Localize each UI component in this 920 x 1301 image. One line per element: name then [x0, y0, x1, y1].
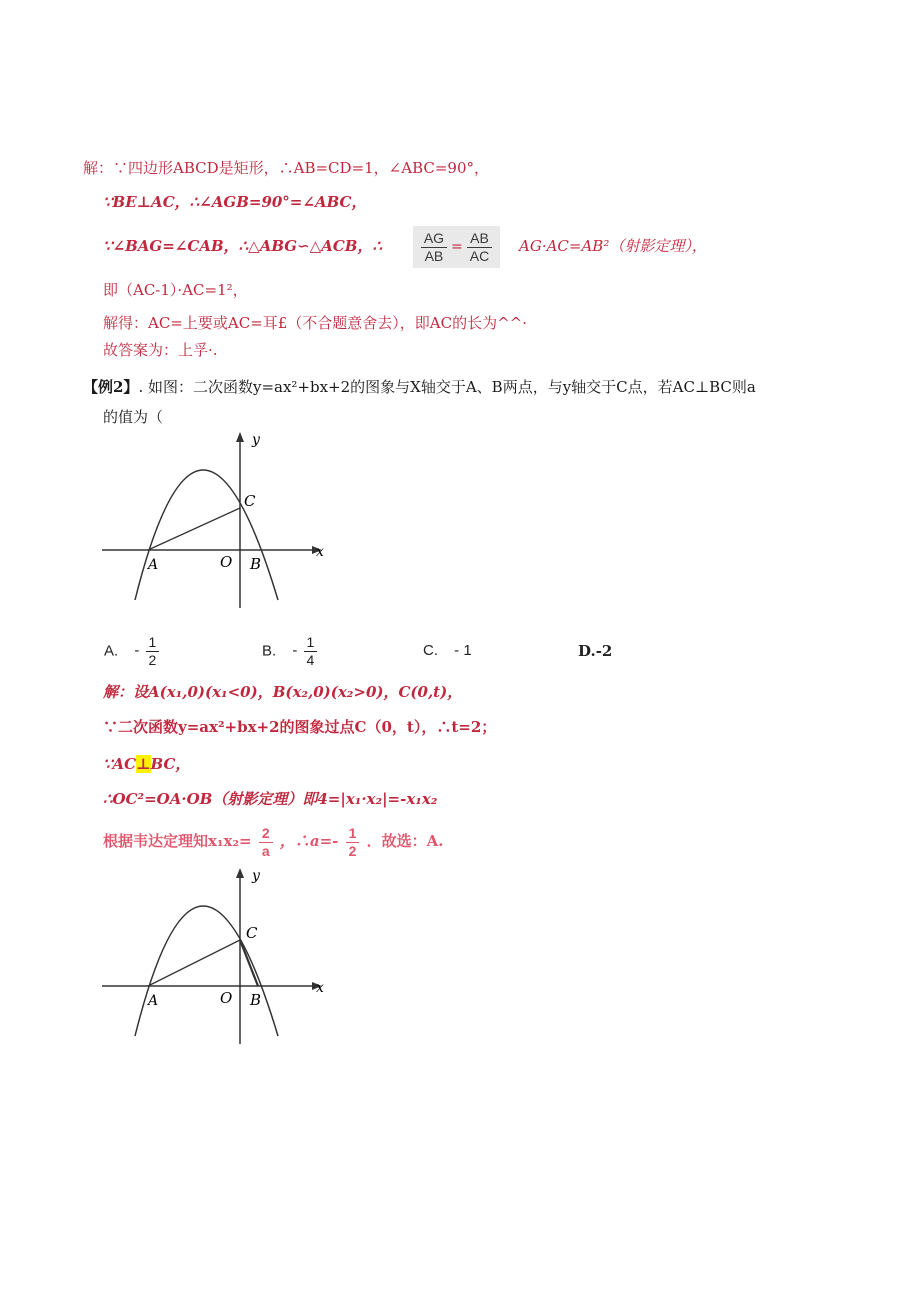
y-axis-arrow-icon: [236, 868, 244, 878]
fraction-denominator: a: [261, 842, 270, 859]
fraction-numerator: 1: [146, 634, 160, 652]
option-b-fraction: [304, 634, 318, 669]
y-axis-label: y: [252, 868, 260, 884]
fraction-denominator: AC: [469, 247, 490, 264]
example2-question: [83, 377, 756, 397]
option-b: [262, 634, 319, 669]
option-b-label: B.: [262, 642, 277, 660]
fraction-denominator: 2: [148, 652, 157, 668]
origin-label: O: [220, 553, 233, 571]
equals-sign: =: [451, 239, 463, 255]
option-a-fraction: [146, 634, 160, 669]
y-axis-label: y: [252, 432, 260, 448]
origin-label: O: [220, 989, 233, 1007]
option-a-sign: -: [134, 642, 140, 660]
parabola-graph-solution: [100, 866, 340, 1051]
x-axis-label: x: [316, 544, 324, 560]
solution2-line5-c: ．故选：A.: [366, 832, 444, 850]
solution2-line4: ∴OC²=OA·OB（射影定理）即4=|x₁·x₂|=-x₁x₂: [103, 790, 438, 808]
fraction-numerator: AG: [421, 230, 447, 248]
fraction-ab-ac: [467, 230, 492, 265]
point-a-label: A: [148, 557, 159, 573]
solution1-line3-lead: ∵∠BAG=∠CAB，∴△ABG∽△ACB，∴: [103, 237, 383, 255]
x-axis-label: x: [316, 980, 324, 996]
point-c-label: C: [246, 924, 258, 942]
fraction-denominator: AB: [424, 247, 444, 264]
fraction-denominator: 2: [348, 842, 357, 859]
y-axis-arrow-icon: [236, 432, 244, 442]
solution1-line5: 解得：AC=上要或AC=耳£（不合题意舍去），即AC的长为^^·: [103, 314, 528, 332]
option-c: [423, 642, 472, 659]
solution2-line5-a: 根据韦达定理知x₁x₂=: [103, 832, 252, 850]
solution2-line3-pre: ∵AC: [103, 755, 137, 773]
option-a-label: A.: [104, 642, 119, 660]
point-b-label: B: [250, 555, 262, 573]
fraction-numerator: 1: [346, 825, 360, 843]
similarity-ratio-image: [413, 226, 500, 268]
option-c-label: C.: [423, 642, 438, 659]
fraction-numerator: AB: [467, 230, 492, 248]
fraction-numerator: 1: [304, 634, 318, 652]
segment-ac: [148, 940, 240, 986]
point-a-label: A: [148, 993, 159, 1009]
solution1-line3-tail: AG·AC=AB²（射影定理），: [519, 237, 707, 255]
solution1-line2: ∵BE⊥AC，∴∠AGB=90°=∠ABC，: [103, 193, 367, 211]
fraction-2-over-a: [259, 825, 273, 860]
option-b-sign: -: [292, 642, 298, 660]
fraction-ag-ab: [421, 230, 447, 265]
solution1-line6: 故答案为：上孚·.: [103, 341, 218, 359]
segment-ac: [148, 508, 240, 550]
perpendicular-highlight: ⊥: [136, 755, 151, 773]
solution1-line3: [103, 226, 707, 268]
solution2-line3-post: BC，: [150, 755, 191, 773]
parabola-curve: [135, 470, 278, 600]
example2-tag: 【例2】: [83, 378, 139, 396]
option-d: D.-2: [578, 642, 613, 660]
solution1-line4: 即（AC-1）·AC=1²，: [103, 281, 248, 299]
option-a: [104, 634, 161, 669]
fraction-denominator: 4: [306, 652, 315, 668]
example2-question-text: . 如图：二次函数y=ax²+bx+2的图象与X轴交于A、B两点，与y轴交于C点，若AC⊥BC则a: [138, 378, 756, 396]
fraction-1-over-2: [346, 825, 360, 860]
parabola-graph-question: [100, 430, 340, 615]
fraction-numerator: 2: [259, 825, 273, 843]
option-c-value: - 1: [454, 642, 472, 659]
example2-question-cont: 的值为（: [103, 408, 164, 426]
point-b-label: B: [250, 991, 262, 1009]
solution2-line1: 解：设A(x₁,0)(x₁<0)，B(x₂,0)(x₂>0)，C(0,t)，: [103, 683, 463, 701]
segment-bc: [240, 940, 258, 986]
solution2-line5: [103, 822, 444, 860]
solution2-line5-b: ，∴a=-: [279, 832, 339, 850]
solution2-line2: ∵二次函数y=ax²+bx+2的图象过点C（0，t），∴t=2；: [103, 718, 497, 736]
solution2-line3: [103, 754, 190, 774]
point-c-label: C: [244, 492, 256, 510]
solution1-line1: 解：∵四边形ABCD是矩形，∴AB=CD=1，∠ABC=90°，: [83, 159, 490, 177]
